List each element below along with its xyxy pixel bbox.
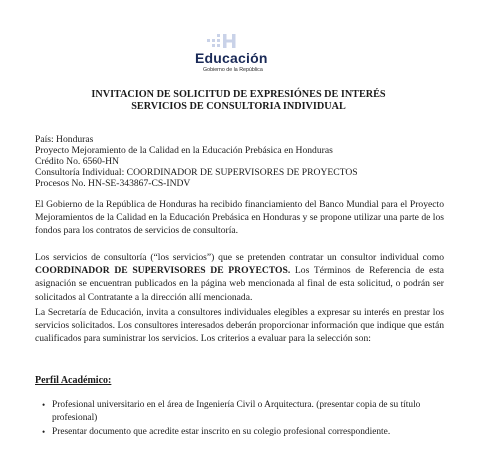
document-title: INVITACION DE SOLICITUD DE EXPRESIÓNES DE INTERÉS: [91, 89, 386, 100]
logo-wordmark: Educación: [195, 50, 268, 66]
education-logo: [195, 33, 285, 75]
bullet-icon: •: [42, 427, 46, 437]
project-line: Proyecto Mejoramiento de la Calidad en la Educación Prebásica en Honduras: [35, 145, 333, 156]
country-line: País: Honduras: [35, 134, 94, 145]
list-item: [42, 426, 442, 439]
academic-profile-heading: Perfil Académico:: [35, 375, 112, 386]
credit-line: Crédito No. 6560-HN: [35, 156, 119, 167]
bullet-icon: •: [42, 400, 46, 410]
list-item-text: Profesional universitario en el área de Ingeniería Civil o Arquitectura. (presentar copia de su título profesional): [52, 400, 421, 423]
services-text-end: Los Términos de Referencia de esta asignación se encuentran publicados en la página web mencionada al final de esta solicitud, o podrán ser solicitados al Contratante a la dirección allí mencionada.: [35, 265, 444, 303]
document-subtitle: SERVICIOS DE CONSULTORIA INDIVIDUAL: [131, 101, 346, 112]
paragraph-invitation: La Secretaría de Educación, invita a consultores individuales elegibles a expresar su interés en prestar los servicios solicitados. Los consultores interesados deberán proporcionar información que indique que están cualificados para suministrar los servicios. Los criterios a evaluar para la selección son:: [35, 307, 444, 345]
process-line: Procesos No. HN-SE-343867-CS-INDV: [35, 178, 191, 189]
education-logo-mark-icon: [207, 33, 247, 49]
services-position-title: COORDINADOR DE SUPERVISORES DE PROYECTOS.: [35, 265, 291, 277]
list-item-text: Presentar documento que acredite estar inscrito en su colegio profesional correspondiente.: [52, 427, 391, 437]
logo-subtitle: Gobierno de la República: [203, 67, 263, 73]
services-text-start: Los servicios de consultoría (“los servicios”) que se pretenden contratar un consultor individual como: [35, 252, 444, 263]
consultancy-line: Consultoría Individual: COORDINADOR DE SUPERVISORES DE PROYECTOS: [35, 167, 358, 178]
list-item: [42, 399, 442, 425]
paragraph-services: [35, 251, 444, 304]
paragraph-financing: El Gobierno de la República de Honduras ha recibido financiamiento del Banco Mundial para el Proyecto Mejoramientos de la Calidad en la Educación Prebásica en Honduras y se propone utilizar una parte de los fondos para los contratos de servicios de consultoría.: [35, 199, 444, 237]
